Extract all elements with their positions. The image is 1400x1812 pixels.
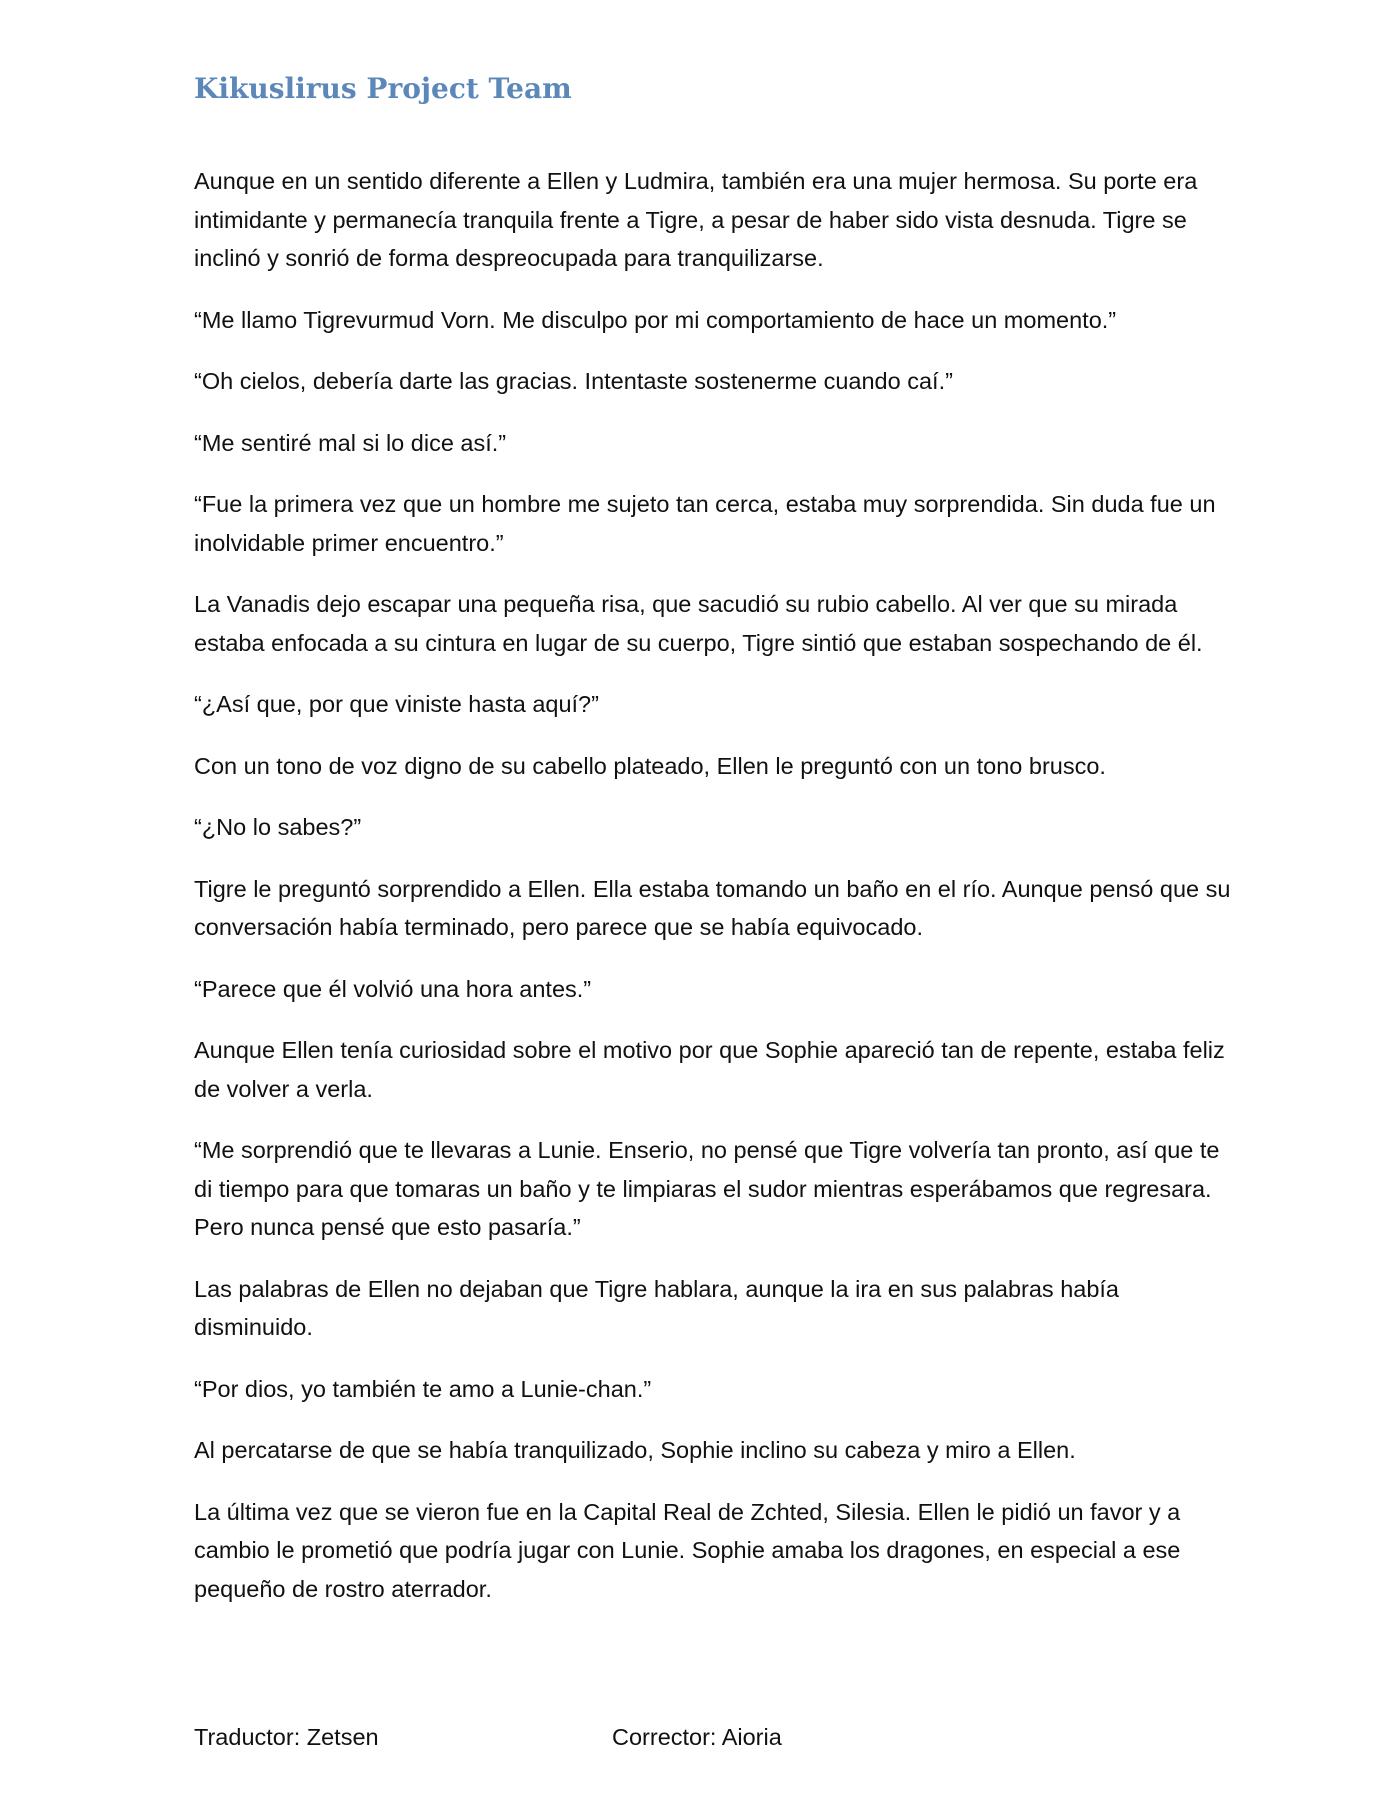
footer-translator: Traductor: Zetsen — [194, 1724, 379, 1750]
body-text — [194, 162, 1244, 1631]
paragraph: “Parece que él volvió una hora antes.” — [194, 975, 592, 1002]
paragraph: “Fue la primera vez que un hombre me sujeto tan cerca, estaba muy sorprendida. Sin duda fue un inolvidable primer encuentro.” — [194, 491, 1216, 556]
paragraph: Aunque en un sentido diferente a Ellen y Ludmira, también era una mujer hermosa. Su porte era intimidante y permanecía tranquila frente a Tigre, a pesar de haber sido vista desnuda. Tigre se inclinó y sonrió de forma despreocupada para tranquilizarse. — [194, 168, 1198, 271]
paragraph: Con un tono de voz digno de su cabello plateado, Ellen le preguntó con un tono brusco. — [194, 752, 1106, 779]
paragraph: “Oh cielos, debería darte las gracias. Intentaste sostenerme cuando caí.” — [194, 368, 953, 394]
footer — [194, 1718, 782, 1756]
paragraph: “Me sorprendió que te llevaras a Lunie. Enserio, no pensé que Tigre volvería tan pronto, así que te di tiempo para que tomaras un baño y te limpiaras el sudor mientras esperábamos que regresara. Pero nunca pensé que esto pasaría.” — [194, 1137, 1220, 1240]
paragraph: La última vez que se vieron fue en la Capital Real de Zchted, Silesia. Ellen le pidió un favor y a cambio le prometió que podría jugar con Lunie. Sophie amaba los dragones, en especial a ese pequeño de rostro aterrador. — [194, 1498, 1181, 1602]
paragraph: Las palabras de Ellen no dejaban que Tigre hablara, aunque la ira en sus palabras había disminuido. — [194, 1275, 1120, 1340]
paragraph: Tigre le preguntó sorprendido a Ellen. Ella estaba tomando un baño en el río. Aunque pensó que su conversación había terminado, pero parece que se había equivocado. — [194, 875, 1231, 940]
header-title: Kikuslirus Project Team — [194, 72, 572, 105]
paragraph: Aunque Ellen tenía curiosidad sobre el motivo por que Sophie apareció tan de repente, estaba feliz de volver a verla. — [194, 1037, 1225, 1102]
paragraph: “Me sentiré mal si lo dice así.” — [194, 429, 507, 456]
paragraph: “¿No lo sabes?” — [194, 814, 362, 840]
footer-corrector: Corrector: Aioria — [612, 1724, 782, 1750]
paragraph: “Por dios, yo también te amo a Lunie-chan.” — [194, 1375, 652, 1402]
paragraph: “Me llamo Tigrevurmud Vorn. Me disculpo por mi comportamiento de hace un momento.” — [194, 306, 1117, 333]
paragraph: Al percatarse de que se había tranquilizado, Sophie inclino su cabeza y miro a Ellen. — [194, 1437, 1076, 1463]
paragraph: “¿Así que, por que viniste hasta aquí?” — [194, 691, 599, 717]
paragraph: La Vanadis dejo escapar una pequeña risa, que sacudió su rubio cabello. Al ver que su mirada estaba enfocada a su cintura en lugar de su cuerpo, Tigre sintió que estaban sospechando de él. — [194, 591, 1203, 656]
